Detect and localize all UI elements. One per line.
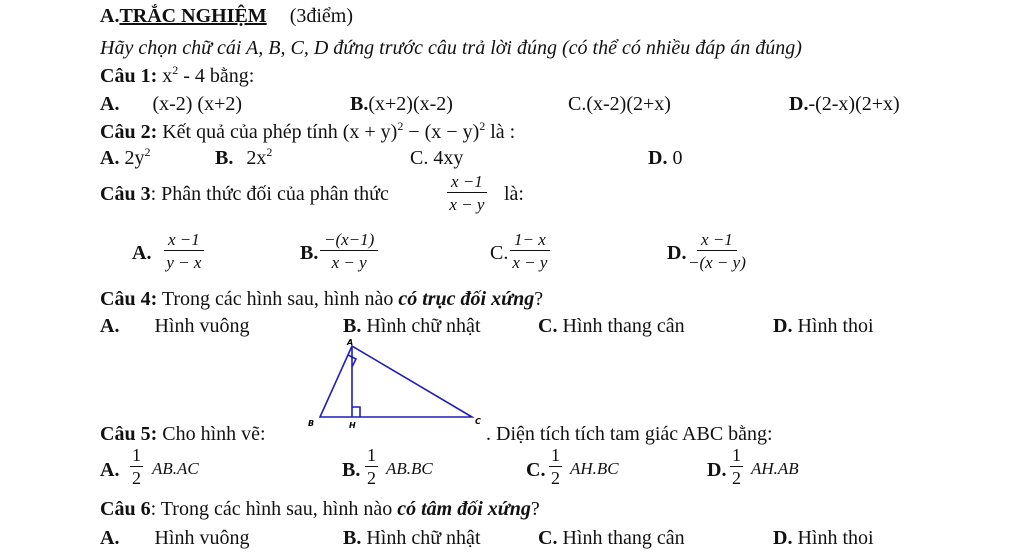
q6-label: Câu 6 (100, 498, 151, 520)
q1-b-text: (x+2)(x-2) (368, 93, 453, 115)
q5-stem-post: . Diện tích tích tam giác ABC bằng: (486, 423, 773, 445)
q2-stem (100, 119, 516, 143)
q5-b-half (365, 446, 378, 487)
q5-d-label[interactable]: D. (707, 459, 727, 481)
q6-stem-post: ? (530, 498, 540, 520)
q2-stem-pre: Kết quả của phép tính (162, 121, 343, 143)
q4-c-text: Hình thang cân (557, 315, 685, 337)
q1-option-c[interactable] (568, 94, 671, 114)
q3-option-c[interactable] (510, 231, 550, 271)
q3-a-label[interactable]: A. (132, 242, 152, 264)
q6-d-label: D. (773, 527, 793, 549)
q3-stem-post: là: (504, 183, 524, 205)
q3-stem-text: : Phân thức đối của phân thức (150, 183, 389, 205)
q2-option-b[interactable] (215, 145, 273, 169)
q5-b-half-den: 2 (367, 468, 376, 488)
q5-c-text[interactable]: AH.BC (570, 459, 619, 478)
q3-frac-den: x − y (449, 195, 485, 214)
q1-d-text: -(2-x)(2+x) (808, 93, 900, 115)
q5-d-half-num: 1 (732, 445, 741, 465)
q2-a-label: A. (100, 147, 120, 169)
q2-option-a[interactable] (100, 145, 151, 169)
q5-d-half (730, 446, 743, 487)
q6-c-label: C. (538, 527, 558, 549)
q5-c-half-den: 2 (551, 468, 560, 488)
vertex-label-a: A (347, 338, 354, 347)
q4-c-label: C. (538, 315, 558, 337)
q3-option-d[interactable] (688, 231, 746, 271)
q4-option-b[interactable] (343, 316, 481, 336)
q5-b-text[interactable]: AB.BC (386, 459, 433, 478)
q4-stem (100, 289, 543, 309)
q1-option-b[interactable] (350, 94, 453, 114)
q1-option-d[interactable] (789, 94, 900, 114)
q6-c-text: Hình thang cân (557, 527, 685, 549)
section-prefix: A. (100, 5, 120, 27)
q6-stem (100, 499, 540, 519)
q3-a-den: y − x (166, 253, 202, 272)
q5-b-half-num: 1 (367, 445, 376, 465)
right-angle-mark-h (352, 407, 360, 417)
q5-stem-pre: Cho hình vẽ: (157, 423, 266, 445)
q6-option-d[interactable] (773, 528, 874, 548)
q5-c-half (549, 446, 562, 487)
foot-label-h: H (349, 421, 356, 430)
q6-a-text: Hình vuông (154, 527, 250, 549)
q3-d-label[interactable]: D. (667, 242, 687, 264)
q3-c-num: 1− x (510, 231, 550, 251)
q1-c-text: (x-2)(2+x) (586, 93, 671, 115)
triangle-abc (320, 346, 472, 417)
section-points: (3điểm) (289, 5, 353, 27)
q6-a-label: A. (100, 527, 120, 549)
q6-b-text: Hình chữ nhật (361, 527, 481, 549)
q1-c-label: C. (568, 93, 587, 115)
instruction: Hãy chọn chữ cái A, B, C, D đứng trước câu trả lời đúng (có thể có nhiều đáp án đúng) (100, 37, 802, 59)
q3-b-num: −(x−1) (320, 231, 378, 251)
q6-option-a[interactable] (100, 528, 249, 548)
section-heading (100, 6, 353, 26)
q5-label: Câu 5: (100, 423, 158, 445)
q1-a-label: A. (100, 93, 120, 115)
q4-stem-em: có trục đối xứng (398, 288, 535, 310)
q3-frac-num: x −1 (447, 173, 487, 193)
q3-d-den: −(x − y) (688, 253, 746, 272)
q3-option-a[interactable] (164, 231, 204, 271)
q2-d-label: D. (648, 147, 668, 169)
q5-b-label[interactable]: B. (342, 459, 361, 481)
q5-d-half-den: 2 (732, 468, 741, 488)
q5-a-half-num: 1 (132, 445, 141, 465)
q2-b-text: 2x (246, 147, 267, 169)
q4-option-d[interactable] (773, 316, 874, 336)
q6-d-text: Hình thoi (792, 527, 874, 549)
q5-a-label[interactable]: A. (100, 459, 120, 481)
q4-d-text: Hình thoi (792, 315, 874, 337)
q2-expr-sup1: 2 (397, 119, 404, 133)
q4-d-label: D. (773, 315, 793, 337)
q1-stem (100, 63, 255, 87)
q4-label: Câu 4: (100, 288, 158, 310)
q5-d-text[interactable]: AH.AB (751, 459, 799, 478)
q4-b-label: B. (343, 315, 362, 337)
q2-expr-sup2: 2 (479, 119, 486, 133)
triangle-figure (300, 336, 490, 436)
q5-stem-left (100, 424, 266, 444)
section-title: TRẮC NGHIỆM (119, 5, 267, 27)
q2-label: Câu 2: (100, 121, 158, 143)
q1-stem-sup: 2 (172, 63, 179, 77)
q2-expr-2: − (x − y) (403, 121, 480, 143)
q3-label: Câu 3 (100, 183, 151, 205)
q1-stem-pre: x (162, 65, 173, 87)
q2-c-label: C. (410, 147, 429, 169)
q3-stem-fraction (447, 173, 487, 213)
q2-option-c[interactable] (410, 148, 463, 168)
q3-stem (100, 184, 389, 204)
q3-c-den: x − y (512, 253, 548, 272)
q5-a-text[interactable]: AB.AC (152, 459, 199, 478)
vertex-label-c: C (475, 417, 481, 426)
q5-a-half (130, 446, 143, 487)
q4-option-c[interactable] (538, 316, 685, 336)
q3-d-num: x −1 (697, 231, 737, 251)
q1-b-label: B. (350, 93, 369, 115)
q2-d-text: 0 (672, 147, 683, 169)
q2-c-text: 4xy (433, 147, 464, 169)
q3-option-b[interactable] (320, 231, 378, 271)
q5-c-label[interactable]: C. (526, 459, 546, 481)
q5-a-half-den: 2 (132, 468, 141, 488)
vertex-label-b: B (308, 419, 315, 428)
q2-expr-1: (x + y) (342, 121, 398, 143)
q4-stem-pre: Trong các hình sau, hình nào (157, 288, 399, 310)
q2-a-text: 2y (124, 147, 145, 169)
q2-b-label: B. (215, 147, 234, 169)
q3-a-num: x −1 (164, 231, 204, 251)
q1-stem-post: - 4 bằng: (178, 65, 255, 87)
q2-a-sup: 2 (144, 145, 151, 159)
q1-a-text: (x-2) (x+2) (152, 93, 243, 115)
q3-b-label[interactable]: B. (300, 242, 319, 264)
q2-option-d[interactable] (648, 148, 682, 168)
q1-d-label: D. (789, 93, 809, 115)
q2-stem-post: là : (485, 121, 516, 143)
q3-c-label[interactable]: C. (490, 242, 509, 264)
triangle-lines (320, 346, 472, 417)
q1-option-a[interactable] (100, 94, 242, 114)
q1-label: Câu 1: (100, 65, 158, 87)
q6-stem-em: có tâm đối xứng (397, 498, 531, 520)
q4-b-text: Hình chữ nhật (361, 315, 481, 337)
q4-a-text: Hình vuông (154, 315, 250, 337)
q5-c-half-num: 1 (551, 445, 560, 465)
q4-option-a[interactable] (100, 316, 249, 336)
q4-a-label: A. (100, 315, 120, 337)
q6-stem-pre: : Trong các hình sau, hình nào (150, 498, 398, 520)
q4-stem-post: ? (534, 288, 544, 310)
q2-b-sup: 2 (266, 145, 273, 159)
q6-b-label: B. (343, 527, 362, 549)
q6-option-c[interactable] (538, 528, 685, 548)
q6-option-b[interactable] (343, 528, 481, 548)
q3-b-den: x − y (331, 253, 367, 272)
